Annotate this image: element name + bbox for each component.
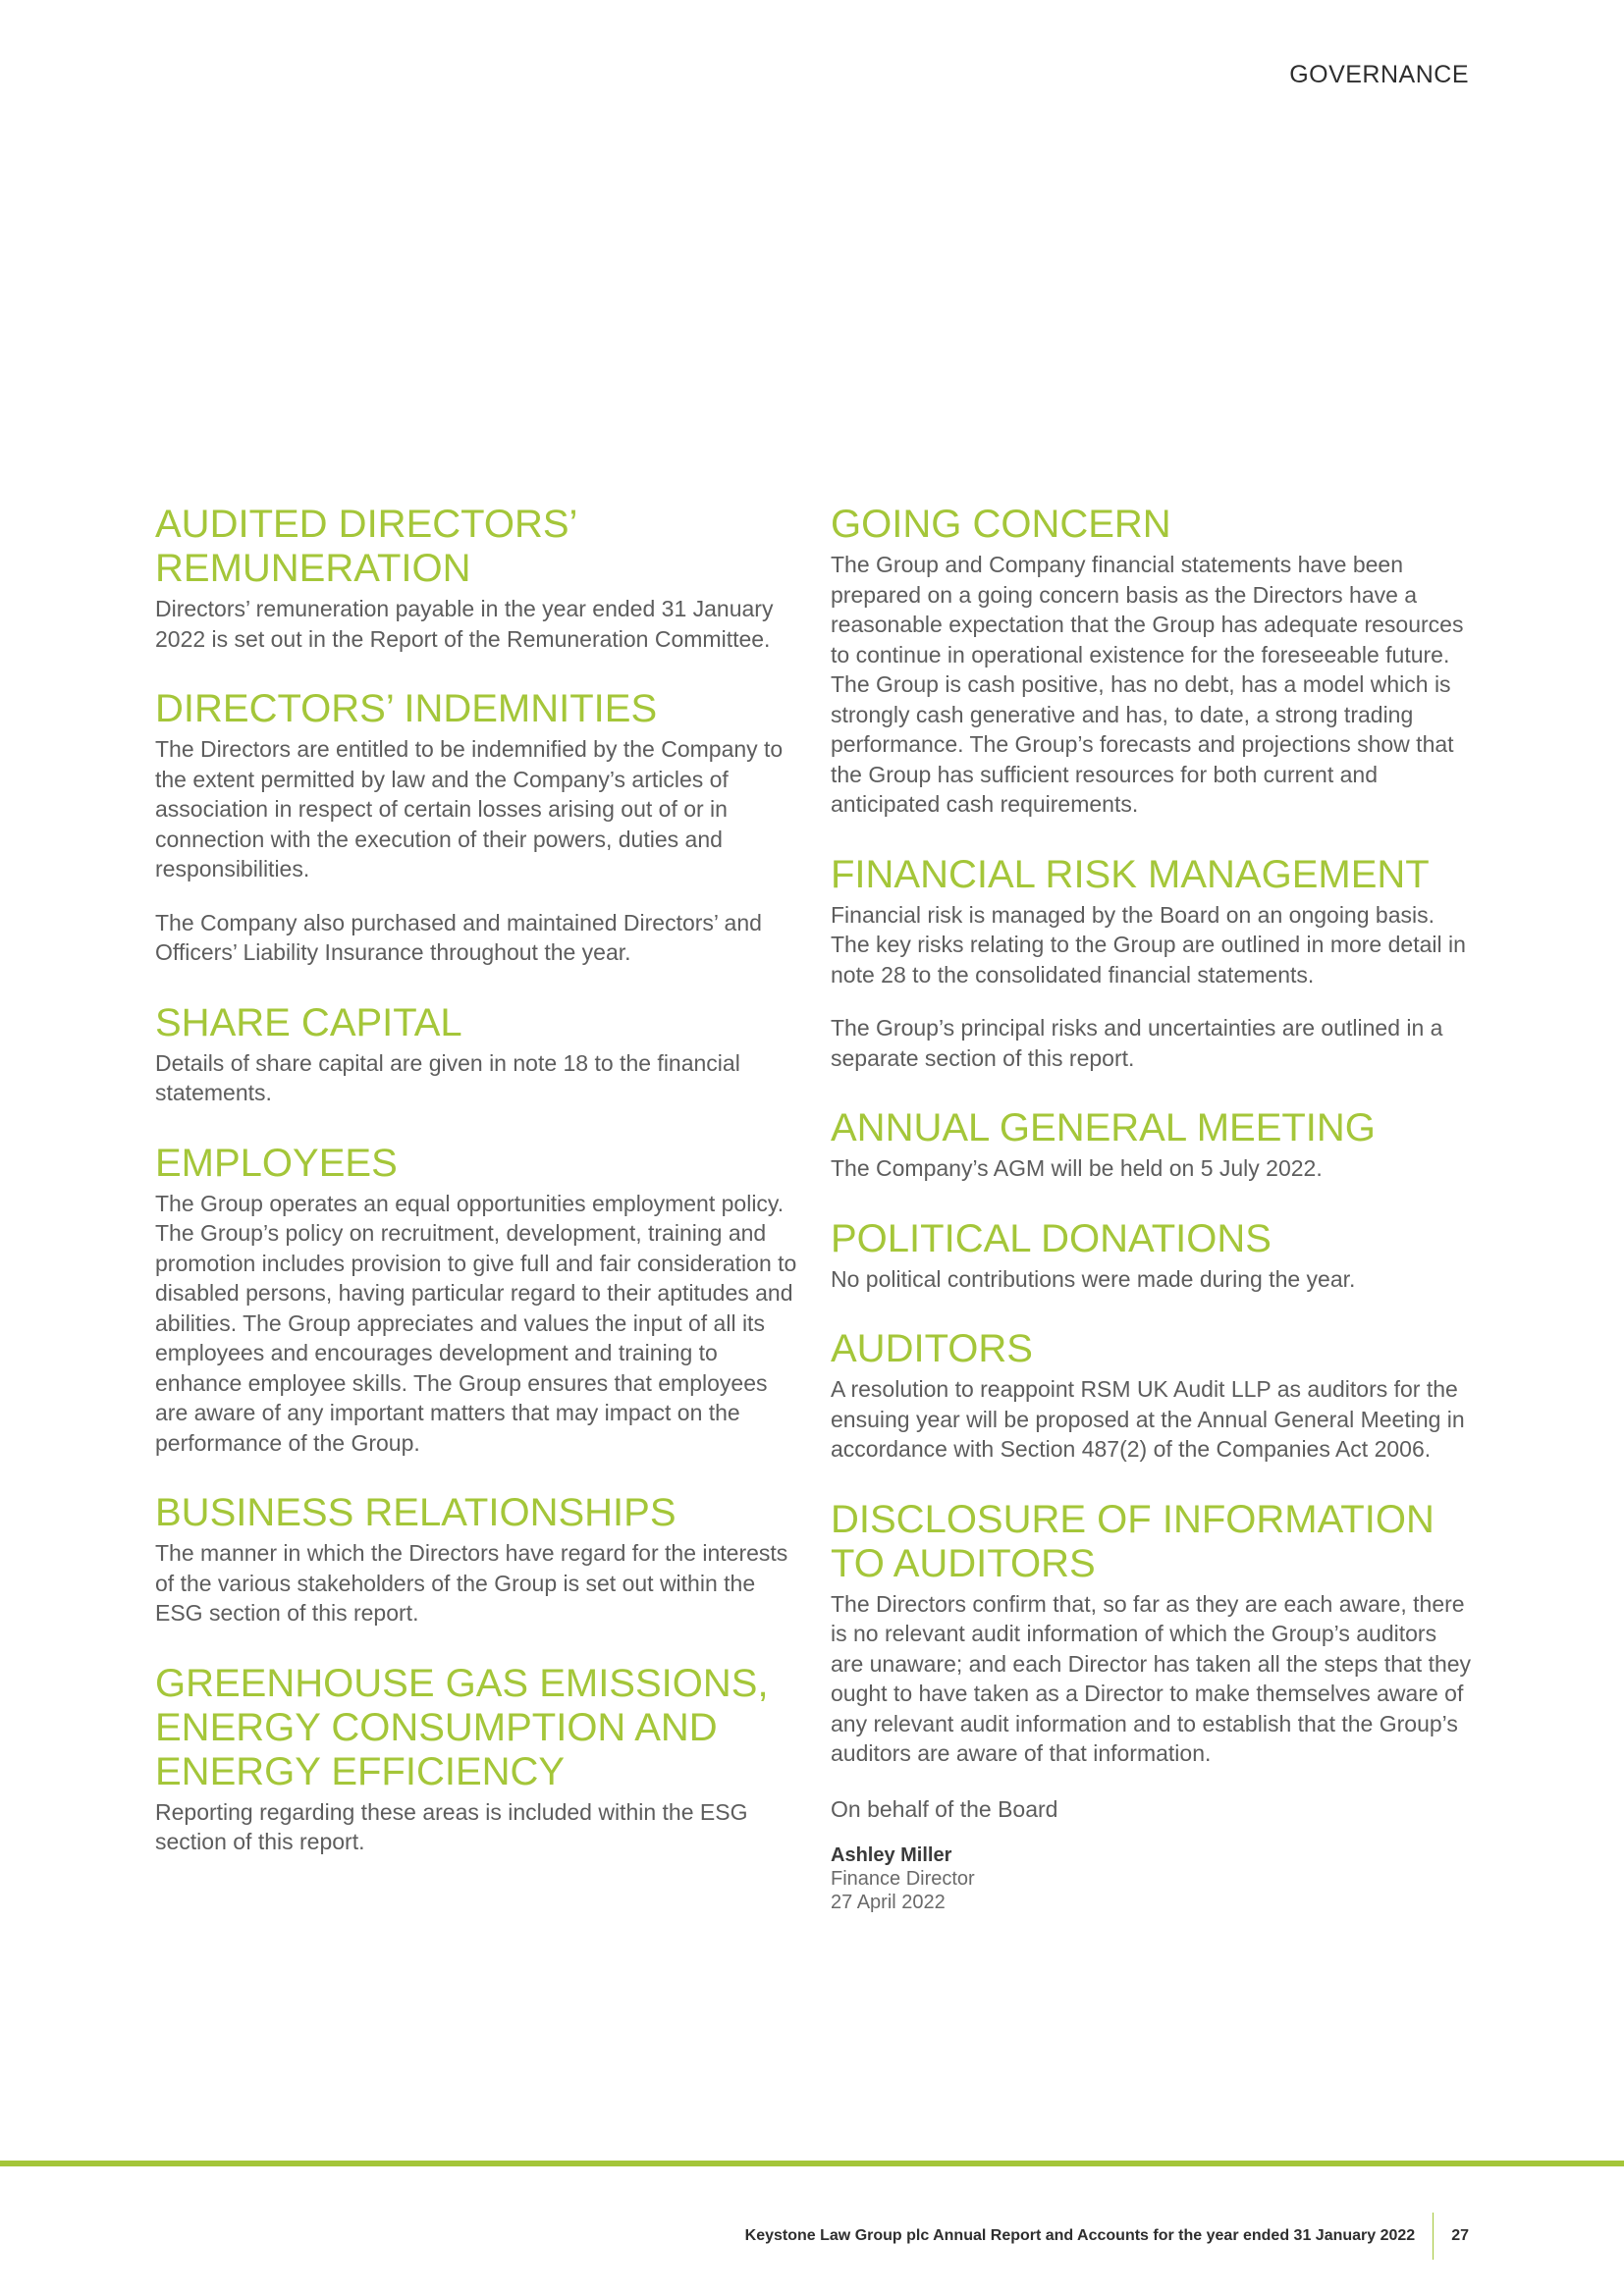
section-heading: DISCLOSURE OF INFORMATION TO AUDITORS — [831, 1497, 1435, 1585]
section-employees — [155, 1142, 803, 1459]
section-disclosure — [831, 1498, 1475, 1769]
left-column — [155, 503, 803, 1891]
section-agm — [831, 1106, 1475, 1184]
section-directors-indemnities — [155, 687, 803, 968]
section-paragraph: The Group and Company financial statements have been prepared on a going concern basis as the Directors have a reasonable expectation that the Group has adequate resources to continue in operational existence for the foreseeable future. The Group is cash positive, has no debt, has a model which is strongly cash generative and has, to date, a strong trading performance. The Group’s forecasts and projections show that the Group has sufficient resources for both current and anticipated cash requirements. — [831, 552, 1464, 817]
section-paragraph: The Directors confirm that, so far as they are each aware, there is no relevant audit information of which the Group’s auditors are unaware; and each Director has taken all the steps that they ought to have taken as a Director to make themselves aware of any relevant audit information and to establish that the Group’s auditors are aware of that information. — [831, 1590, 1472, 1766]
section-heading: POLITICAL DONATIONS — [831, 1216, 1272, 1260]
board-signoff — [831, 1794, 1475, 1915]
section-paragraph: The Company also purchased and maintained Directors’ and Officers’ Liability Insurance throughout the year. — [155, 909, 762, 965]
footer-text: Keystone Law Group plc Annual Report and Accounts for the year ended 31 January 2022 — [744, 2227, 1416, 2244]
footer-divider — [1433, 2213, 1434, 2260]
section-paragraph: The Directors are entitled to be indemnified by the Company to the extent permitted by law and the Company’s articles of association in respect of certain losses arising out of or in connection with the execution of their powers, duties and responsibilities. — [155, 736, 784, 881]
section-paragraph: Financial risk is managed by the Board on an ongoing basis. The key risks relating to the Group are outlined in more detail in note 28 to the consolidated financial statements. — [831, 901, 1466, 988]
section-heading: EMPLOYEES — [155, 1141, 398, 1185]
section-paragraph: Reporting regarding these areas is included within the ESG section of this report. — [155, 1798, 748, 1854]
section-going-concern — [831, 503, 1475, 820]
right-column — [831, 503, 1475, 1914]
section-financial-risk — [831, 853, 1475, 1074]
signoff-text: On behalf of the Board — [831, 1795, 1058, 1822]
footer-rule — [0, 2161, 1624, 2166]
section-heading: FINANCIAL RISK MANAGEMENT — [831, 852, 1430, 896]
signer-name: Ashley Miller — [831, 1844, 952, 1866]
section-paragraph: Details of share capital are given in note 18 to the financial statements. — [155, 1049, 740, 1105]
section-heading: AUDITED DIRECTORS’ REMUNERATION — [155, 503, 576, 590]
section-heading: GREENHOUSE GAS EMISSIONS, ENERGY CONSUMPTION AND ENERGY EFFICIENCY — [155, 1661, 769, 1793]
section-heading: ANNUAL GENERAL MEETING — [831, 1106, 1376, 1149]
page-number: 27 — [1451, 2227, 1469, 2244]
section-label: GOVERNANCE — [1289, 61, 1469, 88]
section-paragraph: No political contributions were made during the year. — [831, 1265, 1356, 1292]
section-greenhouse-gas — [155, 1662, 803, 1857]
section-share-capital — [155, 1001, 803, 1108]
page-footer — [745, 2213, 1469, 2260]
section-audited-remuneration — [155, 503, 803, 654]
section-heading: BUSINESS RELATIONSHIPS — [155, 1491, 677, 1534]
section-heading: DIRECTORS’ INDEMNITIES — [155, 687, 658, 730]
section-paragraph: A resolution to reappoint RSM UK Audit LLP as auditors for the ensuing year will be proposed at the Annual General Meeting in accordance with Section 487(2) of the Companies Act 2006. — [831, 1376, 1465, 1462]
section-paragraph: The manner in which the Directors have regard for the interests of the various stakeholders of the Group is set out within the ESG section of this report. — [155, 1540, 788, 1626]
section-paragraph: The Group operates an equal opportunities employment policy. The Group’s policy on recruitment, development, training and promotion includes provision to give full and fair consideration to disabled persons, having particular regard to their aptitudes and abilities. The Group appreciates and values the input of all its employees and encourages development and training to enhance employee skills. The Group ensures that employees are aware of any important matters that may impact on the performance of the Group. — [155, 1190, 797, 1456]
signer-date: 27 April 2022 — [831, 1892, 946, 1913]
signer-block — [831, 1843, 1475, 1914]
section-paragraph: The Company’s AGM will be held on 5 July 2022. — [831, 1155, 1323, 1181]
section-heading: GOING CONCERN — [831, 503, 1171, 546]
section-heading: SHARE CAPITAL — [155, 1000, 462, 1044]
section-business-relationships — [155, 1491, 803, 1629]
section-political-donations — [831, 1217, 1475, 1295]
section-paragraph: Directors’ remuneration payable in the year ended 31 January 2022 is set out in the Report of the Remuneration Committee. — [155, 596, 774, 652]
signer-role: Finance Director — [831, 1868, 975, 1890]
section-paragraph: The Group’s principal risks and uncertainties are outlined in a separate section of this report. — [831, 1015, 1443, 1071]
section-heading: AUDITORS — [831, 1327, 1033, 1370]
section-auditors — [831, 1327, 1475, 1465]
